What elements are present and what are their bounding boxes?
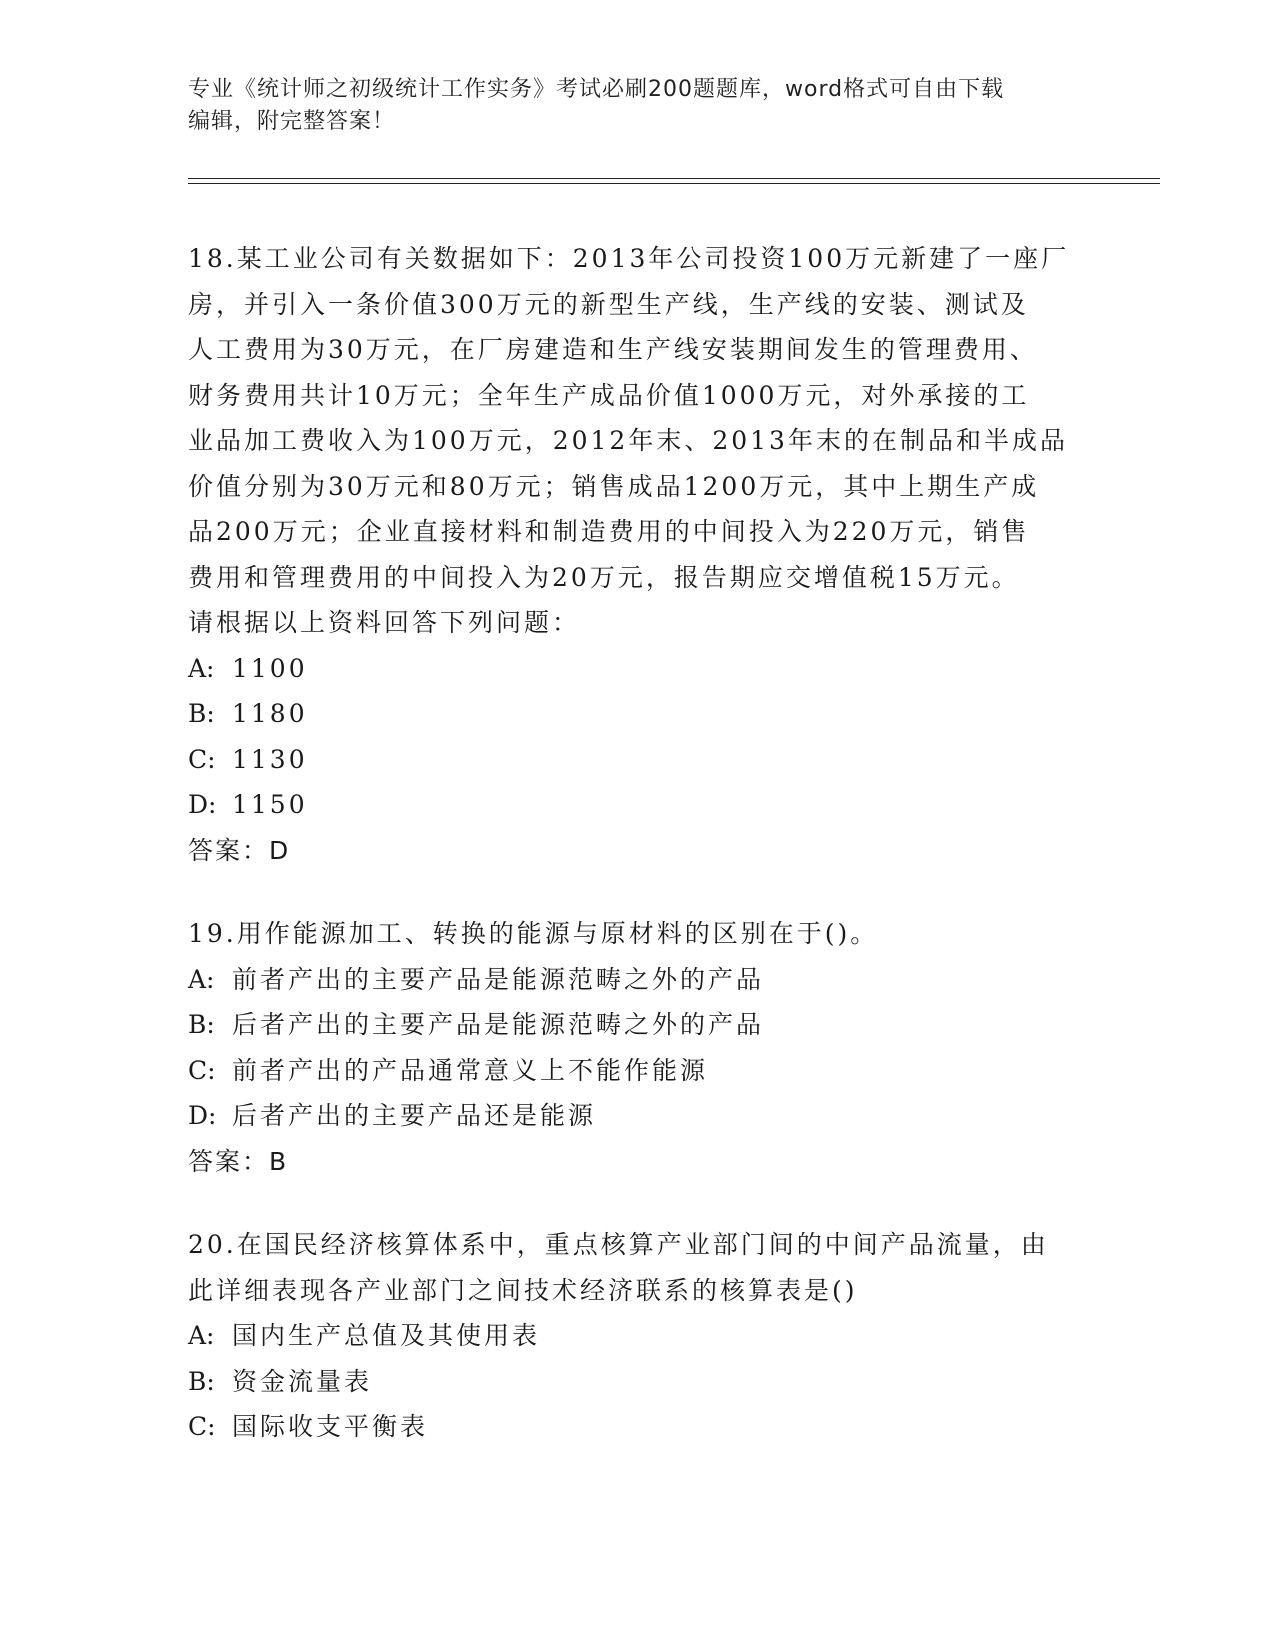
question-18 <box>188 236 1088 873</box>
question-text-line: 费用和管理费用的中间投入为20万元，报告期应交增值税15万元。 <box>188 562 1020 592</box>
option-text: 1100 <box>232 653 308 683</box>
question-text-line: 业品加工费收入为100万元，2012年末、2013年末的在制品和半成品 <box>188 426 1068 455</box>
option-text: 1180 <box>232 699 308 728</box>
option-text: 后者产出的主要产品还是能源 <box>232 1101 597 1130</box>
option-letter: C: <box>188 744 216 774</box>
question-text-line: 18.某工业公司有关数据如下：2013年公司投资100万元新建了一座厂 <box>188 244 1070 273</box>
option-letter: D: <box>188 790 217 819</box>
option-letter: D: <box>188 1101 217 1130</box>
option-text: 前者产出的主要产品是能源范畴之外的产品 <box>232 964 765 994</box>
header-line-2: 编辑，附完整答案！ <box>188 109 396 134</box>
question-19 <box>188 911 1088 1184</box>
question-text-line: 人工费用为30万元，在厂房建造和生产线安装期间发生的管理费用、 <box>188 335 1038 364</box>
header-divider-top <box>188 178 1160 179</box>
option-text: 国际收支平衡表 <box>232 1412 429 1441</box>
option-b <box>188 1002 1088 1048</box>
option-text: 国内生产总值及其使用表 <box>232 1321 541 1350</box>
option-letter: A: <box>188 653 215 683</box>
option-letter: B: <box>188 1010 215 1039</box>
option-letter: B: <box>188 699 215 728</box>
question-20 <box>188 1222 1088 1450</box>
answer-line: 答案：D <box>188 835 291 865</box>
option-letter: C: <box>188 1055 216 1085</box>
question-text-line: 此详细表现各产业部门之间技术经济联系的核算表是() <box>188 1275 858 1305</box>
option-a <box>188 957 1088 1003</box>
option-b <box>188 691 1088 737</box>
option-a <box>188 646 1088 692</box>
option-letter: A: <box>188 964 215 994</box>
option-d <box>188 1093 1088 1139</box>
option-text: 后者产出的主要产品是能源范畴之外的产品 <box>232 1010 765 1039</box>
document-header <box>188 74 1088 138</box>
option-text: 前者产出的产品通常意义上不能作能源 <box>232 1055 709 1085</box>
option-text: 1150 <box>232 790 308 819</box>
option-text: 资金流量表 <box>232 1366 373 1396</box>
header-divider-bottom <box>188 183 1160 184</box>
option-d <box>188 782 1088 828</box>
question-list <box>188 236 1088 1488</box>
question-text-line: 19.用作能源加工、转换的能源与原材料的区别在于()。 <box>188 919 879 948</box>
question-text-line: 财务费用共计10万元；全年生产成品价值1000万元，对外承接的工 <box>188 380 1030 410</box>
option-a <box>188 1313 1088 1359</box>
question-text-line: 房，并引入一条价值300万元的新型生产线，生产线的安装、测试及 <box>188 289 1029 319</box>
question-text-line: 价值分别为30万元和80万元；销售成品1200万元，其中上期生产成 <box>188 471 1040 501</box>
header-line-1: 专业《统计师之初级统计工作实务》考试必刷200题题库，word格式可自由下载 <box>188 77 1005 102</box>
option-letter: B: <box>188 1366 215 1396</box>
option-letter: A: <box>188 1321 215 1350</box>
option-c <box>188 737 1088 783</box>
option-letter: C: <box>188 1412 216 1441</box>
option-b <box>188 1359 1088 1405</box>
question-text-line: 品200万元；企业直接材料和制造费用的中间投入为220万元，销售 <box>188 517 1030 546</box>
option-text: 1130 <box>232 744 308 774</box>
option-c <box>188 1048 1088 1094</box>
option-c <box>188 1404 1088 1450</box>
answer-line: 答案：B <box>188 1146 289 1176</box>
question-text-line: 请根据以上资料回答下列问题： <box>188 608 581 637</box>
question-text-line: 20.在国民经济核算体系中，重点核算产业部门间的中间产品流量，由 <box>188 1230 1049 1259</box>
